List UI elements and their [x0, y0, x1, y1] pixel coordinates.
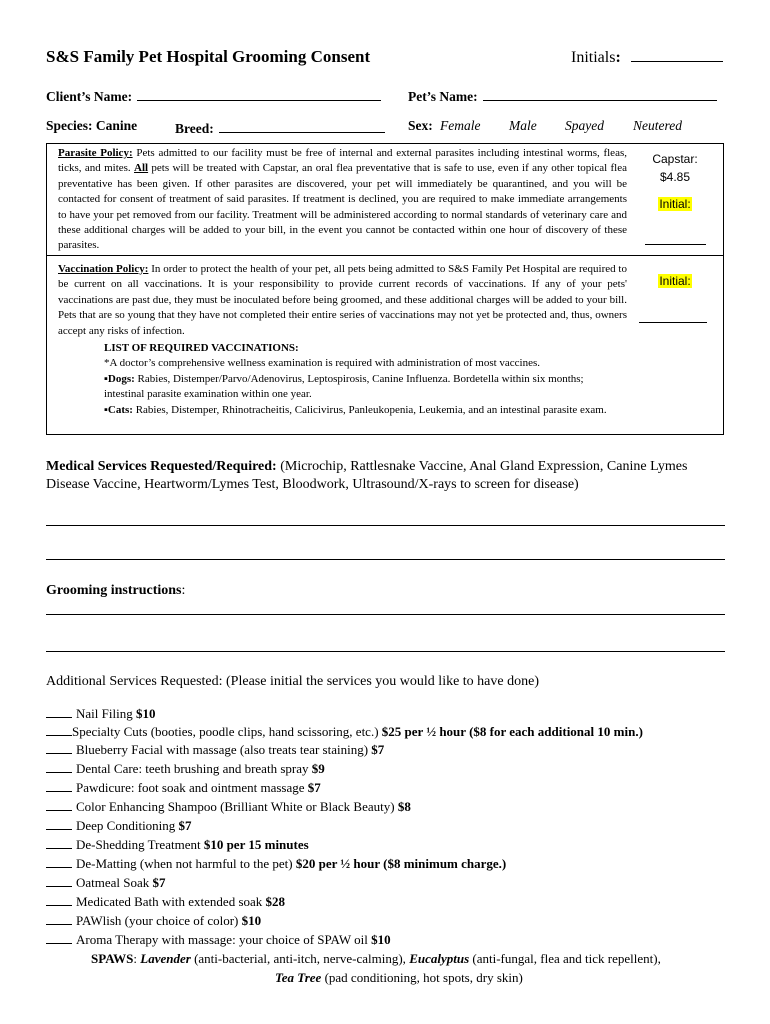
service-name: Nail Filing: [76, 706, 136, 721]
service-pawlish[interactable]: [46, 912, 261, 930]
initial-blank[interactable]: [46, 779, 72, 792]
parasite-policy-heading: Parasite Policy:: [58, 147, 133, 159]
service-name: PAWlish (your choice of color): [76, 913, 242, 928]
service-color-shampoo[interactable]: [46, 798, 411, 816]
initial-blank[interactable]: [46, 760, 72, 773]
tea-tree-label: Tea Tree: [275, 970, 322, 985]
grooming-line-1[interactable]: [46, 614, 725, 615]
initial-blank[interactable]: [46, 798, 72, 811]
client-name-line[interactable]: [137, 86, 381, 101]
parasite-all-emphasis: All: [134, 162, 149, 175]
client-name-field[interactable]: [46, 86, 381, 105]
sex-option-male[interactable]: Male: [509, 118, 537, 133]
dogs-text-continued: intestinal parasite examination within one year.: [104, 388, 312, 401]
dogs-label: ▪Dogs:: [104, 372, 135, 385]
client-name-label: Client’s Name:: [46, 89, 133, 104]
parasite-initial-label: Initial:: [659, 197, 691, 211]
service-blueberry-facial[interactable]: [46, 741, 384, 759]
vaccination-policy-text: [58, 262, 627, 339]
vaccination-dogs: [104, 372, 694, 387]
eucalyptus-label: Eucalyptus: [409, 951, 470, 966]
service-price: $20 per ½ hour ($8 minimum charge.): [295, 856, 507, 871]
vaccination-policy-heading: Vaccination Policy:: [58, 263, 149, 275]
initial-blank[interactable]: [46, 931, 72, 944]
vaccination-text: In order to protect the health of your pet, all pets being admitted to S&S Family Pet Hospital are required to be current on all vaccinations. It is your responsibility to provide current records of vaccinations. If any of your pets' vaccinations are past due, they must be inoculated before being groomed, and these additional charges will be added to your bill. Pets that are so young that they have not completed their entire series of vaccinations may not yet be protected and, thus, owners accept any risks of infection.: [58, 263, 627, 337]
vaccination-initial-label: Initial:: [659, 274, 691, 288]
service-price: $10: [135, 706, 156, 721]
spaws-oils-line-2: [275, 969, 523, 987]
sex-option-neutered[interactable]: Neutered: [633, 118, 682, 133]
service-medicated-bath[interactable]: [46, 893, 285, 911]
service-name: Oatmeal Soak: [76, 875, 153, 890]
medical-services: [46, 458, 726, 494]
grooming-heading: Grooming instructions: [46, 583, 182, 598]
sex-option-female[interactable]: Female: [440, 118, 481, 133]
parasite-policy-text: [58, 146, 627, 254]
service-price: $7: [307, 780, 321, 795]
spaws-oils-line-1: [91, 950, 661, 968]
service-oatmeal-soak[interactable]: [46, 874, 166, 892]
vaccination-initial-line[interactable]: [639, 322, 707, 323]
sex-label: Sex:: [408, 118, 433, 133]
service-name: Specialty Cuts (booties, poodle clips, hand scissoring, etc.): [72, 724, 382, 739]
service-price: $8: [397, 799, 411, 814]
spaws-label: SPAWS: [91, 951, 134, 966]
service-price: $28: [265, 894, 286, 909]
service-price: $7: [178, 818, 192, 833]
medical-services-heading: Medical Services Requested/Required:: [46, 459, 277, 474]
additional-services-heading: Additional Services Requested: (Please initial the services you would like to have done): [46, 674, 539, 689]
service-specialty-cuts[interactable]: [46, 723, 643, 741]
species-label: Species: Canine: [46, 118, 138, 133]
initial-blank[interactable]: [46, 741, 72, 754]
service-pawdicure[interactable]: [46, 779, 321, 797]
service-name: Medicated Bath with extended soak: [76, 894, 266, 909]
medical-services-text: (Microchip, Rattlesnake Vaccine, Anal Gland Expression, Canine Lymes Disease Vaccine, Heartworm/Lymes Test, Bloodwork, Ultrasound/X-rays to screen for disease): [46, 459, 688, 492]
service-price: $7: [371, 742, 385, 757]
initial-blank[interactable]: [46, 912, 72, 925]
initial-blank[interactable]: [46, 893, 72, 906]
vaccination-cats: [104, 403, 694, 418]
tea-tree-desc: (pad conditioning, hot spots, dry skin): [321, 970, 523, 985]
vaccination-note: *A doctor’s comprehensive wellness examination is required with administration of most vaccines.: [104, 357, 541, 370]
service-name: De-Shedding Treatment: [76, 837, 204, 852]
initials-line[interactable]: [631, 47, 723, 62]
breed-label: Breed:: [175, 121, 214, 136]
parasite-initial-field[interactable]: [640, 197, 710, 211]
initial-blank[interactable]: [46, 874, 72, 887]
service-price: $9: [311, 761, 325, 776]
initial-blank[interactable]: [46, 723, 72, 736]
parasite-initial-line[interactable]: [645, 244, 706, 245]
parasite-text-2: pets will be treated with Capstar, an oral flea preventative that is safe to use, even if any other topical flea preventative has been given. If other parasites are discovered, your pet will immediately be quarantined, and you will be contacted for consent of treatment of said parasites. If treatment is declined, you are required to make immediate arrangements to have your pet removed from our facility. Treatment will be administered according to normal standards of veterinary care and these additional charges will be added to your bill, in the event you cannot be contacted within one hour of discovery of these parasites.: [58, 162, 627, 252]
service-aroma-therapy[interactable]: [46, 931, 391, 949]
initial-blank[interactable]: [46, 836, 72, 849]
service-de-matting[interactable]: [46, 855, 506, 873]
initial-blank[interactable]: [46, 705, 72, 718]
service-de-shedding[interactable]: [46, 836, 309, 854]
service-name: Pawdicure: foot soak and ointment massage: [76, 780, 308, 795]
service-nail-filing[interactable]: [46, 705, 155, 723]
service-name: Deep Conditioning: [76, 818, 179, 833]
service-name: Aroma Therapy with massage: your choice of SPAW oil: [76, 932, 372, 947]
grooming-line-2[interactable]: [46, 651, 725, 652]
service-name: Color Enhancing Shampoo (Brilliant White or Black Beauty): [76, 799, 398, 814]
vaccination-initial-field[interactable]: [640, 274, 710, 288]
initials-field[interactable]: [571, 47, 723, 67]
vaccination-list-heading: LIST OF REQUIRED VACCINATIONS:: [104, 342, 299, 354]
page-title: S&S Family Pet Hospital Grooming Consent: [46, 47, 371, 66]
lavender-label: Lavender: [140, 951, 191, 966]
grooming-colon: :: [181, 583, 186, 598]
parasite-text-1: Pets admitted to our facility must be free of internal and external parasites including intestinal worms, fleas, ticks, and mites.: [58, 147, 627, 175]
service-price: $7: [152, 875, 166, 890]
service-deep-conditioning[interactable]: [46, 817, 192, 835]
service-name: Dental Care: teeth brushing and breath spray: [76, 761, 312, 776]
eucalyptus-desc: (anti-fungal, flea and tick repellent),: [469, 951, 661, 966]
capstar-label: Capstar:: [652, 152, 698, 166]
pet-name-label: Pet’s Name:: [408, 89, 478, 104]
lavender-desc: (anti-bacterial, anti-itch, nerve-calming),: [190, 951, 410, 966]
service-price: $10: [241, 913, 262, 928]
vaccination-list: [104, 341, 694, 418]
service-price: $10 per 15 minutes: [203, 837, 309, 852]
initial-blank[interactable]: [46, 855, 72, 868]
pet-name-line[interactable]: [483, 86, 717, 101]
grooming-instructions: [46, 582, 185, 600]
capstar-price: [640, 150, 710, 186]
dogs-text: Rabies, Distemper/Parvo/Adenovirus, Leptospirosis, Canine Influenza. Bordetella within six months;: [134, 372, 584, 385]
breed-field[interactable]: [175, 118, 385, 137]
cats-text: Rabies, Distemper, Rhinotracheitis, Calicivirus, Panleukopenia, Leukemia, and an intestinal parasite exam.: [132, 403, 607, 416]
service-price: $25 per ½ hour ($8 for each additional 10 min.): [381, 724, 643, 739]
service-name: De-Matting (when not harmful to the pet): [76, 856, 296, 871]
breed-line[interactable]: [219, 118, 385, 133]
capstar-price-value: $4.85: [659, 170, 691, 184]
cats-label: ▪Cats:: [104, 403, 133, 416]
initial-blank[interactable]: [46, 817, 72, 830]
service-dental-care[interactable]: [46, 760, 325, 778]
medical-line-2[interactable]: [46, 559, 725, 560]
initials-colon: :: [615, 49, 621, 66]
medical-line-1[interactable]: [46, 525, 725, 526]
sex-option-spayed[interactable]: Spayed: [565, 118, 604, 133]
pet-name-field[interactable]: [408, 86, 717, 105]
initials-label: Initials: [571, 49, 616, 66]
spaws-colon: :: [133, 951, 141, 966]
service-name: Blueberry Facial with massage (also treats tear staining): [76, 742, 372, 757]
service-price: $10: [371, 932, 391, 947]
